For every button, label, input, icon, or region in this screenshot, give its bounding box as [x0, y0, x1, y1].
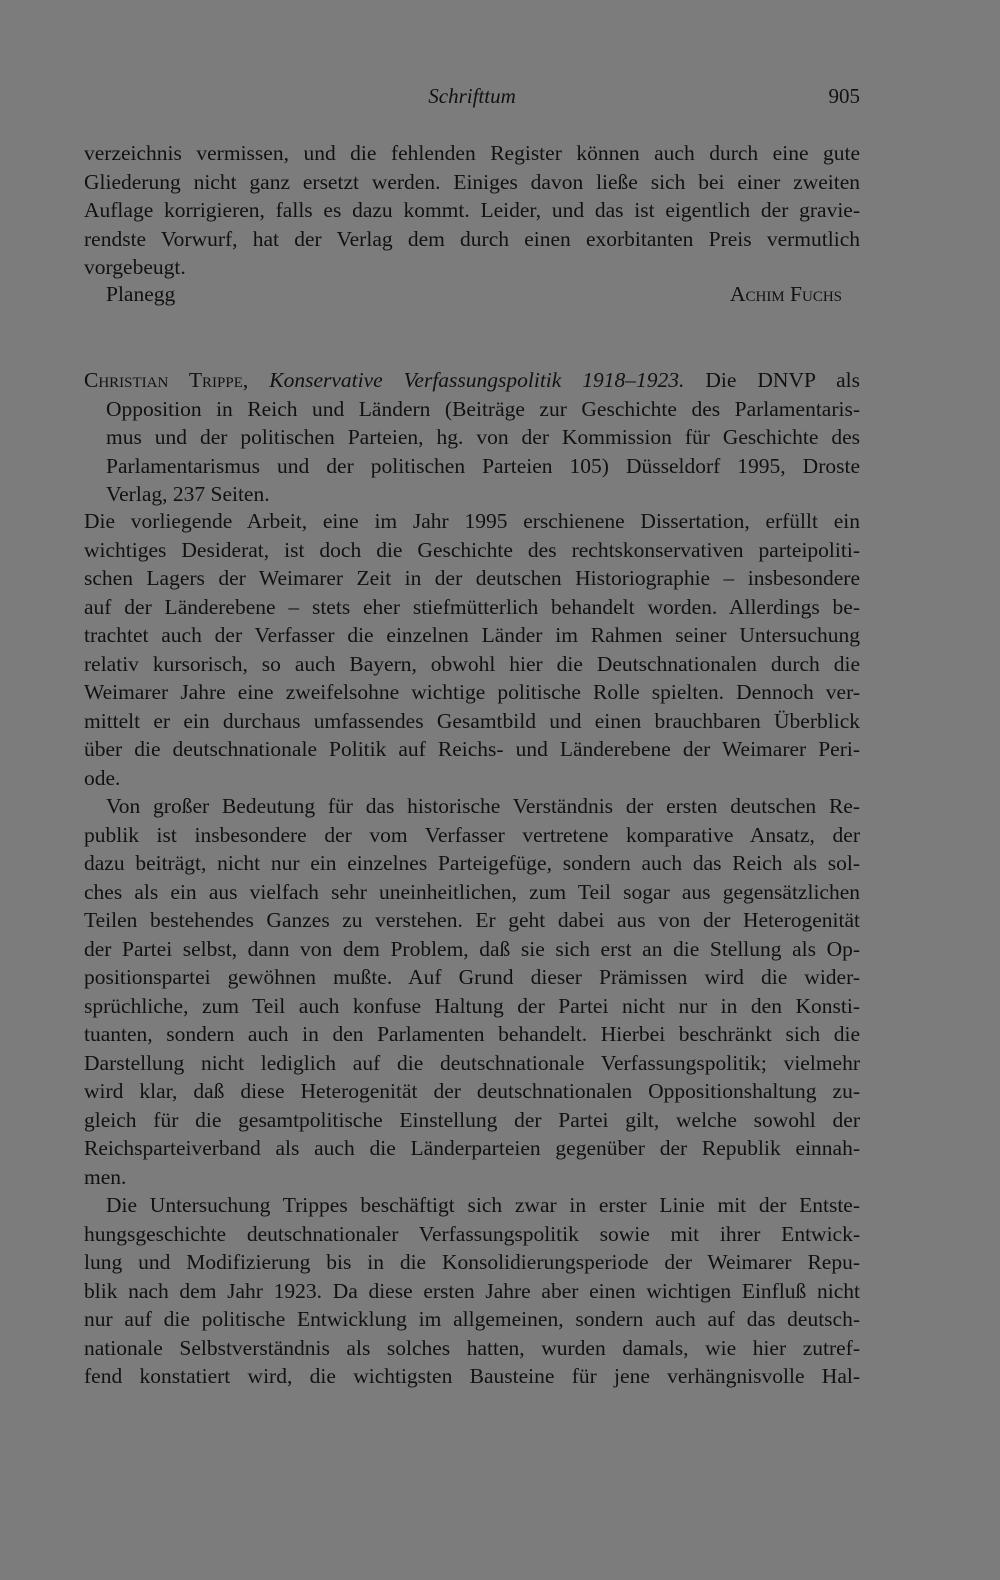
text-line: Weimarer Jahre eine zweifelsohne wichtige politische Rolle spielten. Dennoch ver-: [84, 680, 860, 704]
text-line: Darstellung nicht lediglich auf die deutschnationale Verfassungspolitik; vielmehr: [84, 1050, 860, 1075]
text-line: nur auf die politische Entwicklung im allgemeinen, sondern auch auf das deutsch-: [84, 1307, 860, 1331]
text-line: fend konstatiert wird, die wichtigsten Bausteine für jene verhängnisvolle Hal-: [84, 1364, 860, 1388]
citation-line: Parlamentarismus und der politischen Parteien 105) Düsseldorf 1995, Droste: [106, 453, 860, 478]
citation-line: Verlag, 237 Seiten.: [106, 482, 270, 506]
text-line: über die deutschnationale Politik auf Reichs- und Länderebene der Weimarer Peri-: [84, 737, 860, 761]
text-line: relativ kursorisch, so auch Bayern, obwohl hier die Deutschnationalen durch die: [84, 651, 860, 676]
text-line: gleich für die gesamtpolitische Einstellung der Partei gilt, welche sowohl der: [84, 1107, 860, 1132]
reviewed-title: Konservative Verfassungspolitik 1918–1923.: [269, 368, 685, 392]
text-line: rendste Vorwurf, hat der Verlag dem durch einen exorbitanten Preis vermutlich: [84, 226, 860, 251]
bibliographic-entry: [84, 366, 860, 509]
text-line: nationale Selbstverständnis als solches hatten, wurden damals, wie hier zutref-: [84, 1335, 860, 1360]
text-line: Die Untersuchung Trippes beschäftigt sich zwar in erster Linie mit der Entste-: [106, 1193, 860, 1217]
text-line: Teilen bestehendes Ganzes zu verstehen. Er geht dabei aus von der Heterogenität: [84, 908, 860, 932]
text-line: vorgebeugt.: [84, 255, 186, 279]
text-line: sprüchliche, zum Teil auch konfuse Haltung der Partei nicht nur in den Konsti-: [84, 993, 860, 1018]
signature-place: Planegg: [106, 282, 176, 306]
text-line: lung und Modifizierung bis in die Konsolidierungsperiode der Weimarer Repu-: [84, 1250, 860, 1274]
paragraph: [84, 792, 860, 1191]
text-line: wird klar, daß diese Heterogenität der deutschnationalen Oppositionshaltung zu-: [84, 1079, 860, 1103]
reviewed-author: Christian Trippe,: [84, 368, 249, 392]
text-line: ode.: [84, 765, 121, 790]
citation-line: Opposition in Reich und Ländern (Beiträge zur Geschichte des Parlamentaris-: [106, 396, 860, 421]
text-line: Reichsparteiverband als auch die Länderparteien gegenüber der Republik einnah-: [84, 1136, 860, 1160]
text-line: Von großer Bedeutung für das historische Verständnis der ersten deutschen Re-: [106, 794, 860, 818]
signature-author: Achim Fuchs: [729, 282, 842, 306]
text-line: tuanten, sondern auch in den Parlamenten behandelt. Hierbei beschränkt sich die: [84, 1022, 860, 1046]
page-number: 905: [828, 84, 860, 108]
text-line: mittelt er ein durchaus umfassendes Gesamtbild und einen brauchbaren Überblick: [84, 708, 860, 733]
text-line: Gliederung nicht ganz ersetzt werden. Einiges davon ließe sich bei einer zweiten: [84, 169, 860, 194]
running-head-title: Schrifttum: [428, 84, 516, 108]
text-line: trachtet auch der Verfasser die einzelnen Länder im Rahmen seiner Untersuchung: [84, 623, 860, 647]
running-head: [84, 84, 860, 114]
reviewed-subtitle-start: Die DNVP als: [705, 368, 860, 392]
text-line: auf der Länderebene – stets eher stiefmütterlich behandelt worden. Allerdings be-: [84, 594, 860, 619]
previous-review-continuation: [84, 139, 860, 282]
text-line: verzeichnis vermissen, und die fehlenden Register können auch durch eine gute: [84, 141, 860, 165]
text-line: men.: [84, 1164, 127, 1189]
text-line: wichtiges Desiderat, ist doch die Geschichte des rechtskonservativen parteipoliti-: [84, 537, 860, 562]
text-line: der Partei selbst, dann von dem Problem, daß sie sich erst an die Stellung als Op-: [84, 936, 860, 961]
text-line: publik ist insbesondere der vom Verfasser vertretene komparative Ansatz, der: [84, 822, 860, 847]
text-line: dazu beiträgt, nicht nur ein einzelnes Parteigefüge, sondern auch das Reich als sol-: [84, 851, 860, 875]
text-line: hungsgeschichte deutschnationaler Verfassungspolitik sowie mit ihrer Entwick-: [84, 1221, 860, 1246]
text-line: Die vorliegende Arbeit, eine im Jahr 1995 erschienene Dissertation, erfüllt ein: [84, 509, 860, 533]
paragraph: [84, 507, 860, 792]
citation-line: mus und der politischen Parteien, hg. von der Kommission für Geschichte des: [106, 425, 860, 449]
review-body: [84, 507, 860, 1391]
bibliography-first-line: [84, 366, 860, 395]
text-line: positionspartei gewöhnen mußte. Auf Grund dieser Prämissen wird die wider-: [84, 965, 860, 989]
text-line: ches als ein aus vielfach sehr uneinheitlichen, zum Teil sogar aus gegensätzlichen: [84, 879, 860, 904]
text-line: Auflage korrigieren, falls es dazu kommt. Leider, und das ist eigentlich der gravie-: [84, 198, 860, 222]
text-line: schen Lagers der Weimarer Zeit in der deutschen Historiographie – insbesondere: [84, 566, 860, 590]
text-line: blik nach dem Jahr 1923. Da diese ersten Jahre aber einen wichtigen Einfluß nicht: [84, 1278, 860, 1303]
review-signature: [84, 282, 860, 312]
paragraph: [84, 1191, 860, 1391]
